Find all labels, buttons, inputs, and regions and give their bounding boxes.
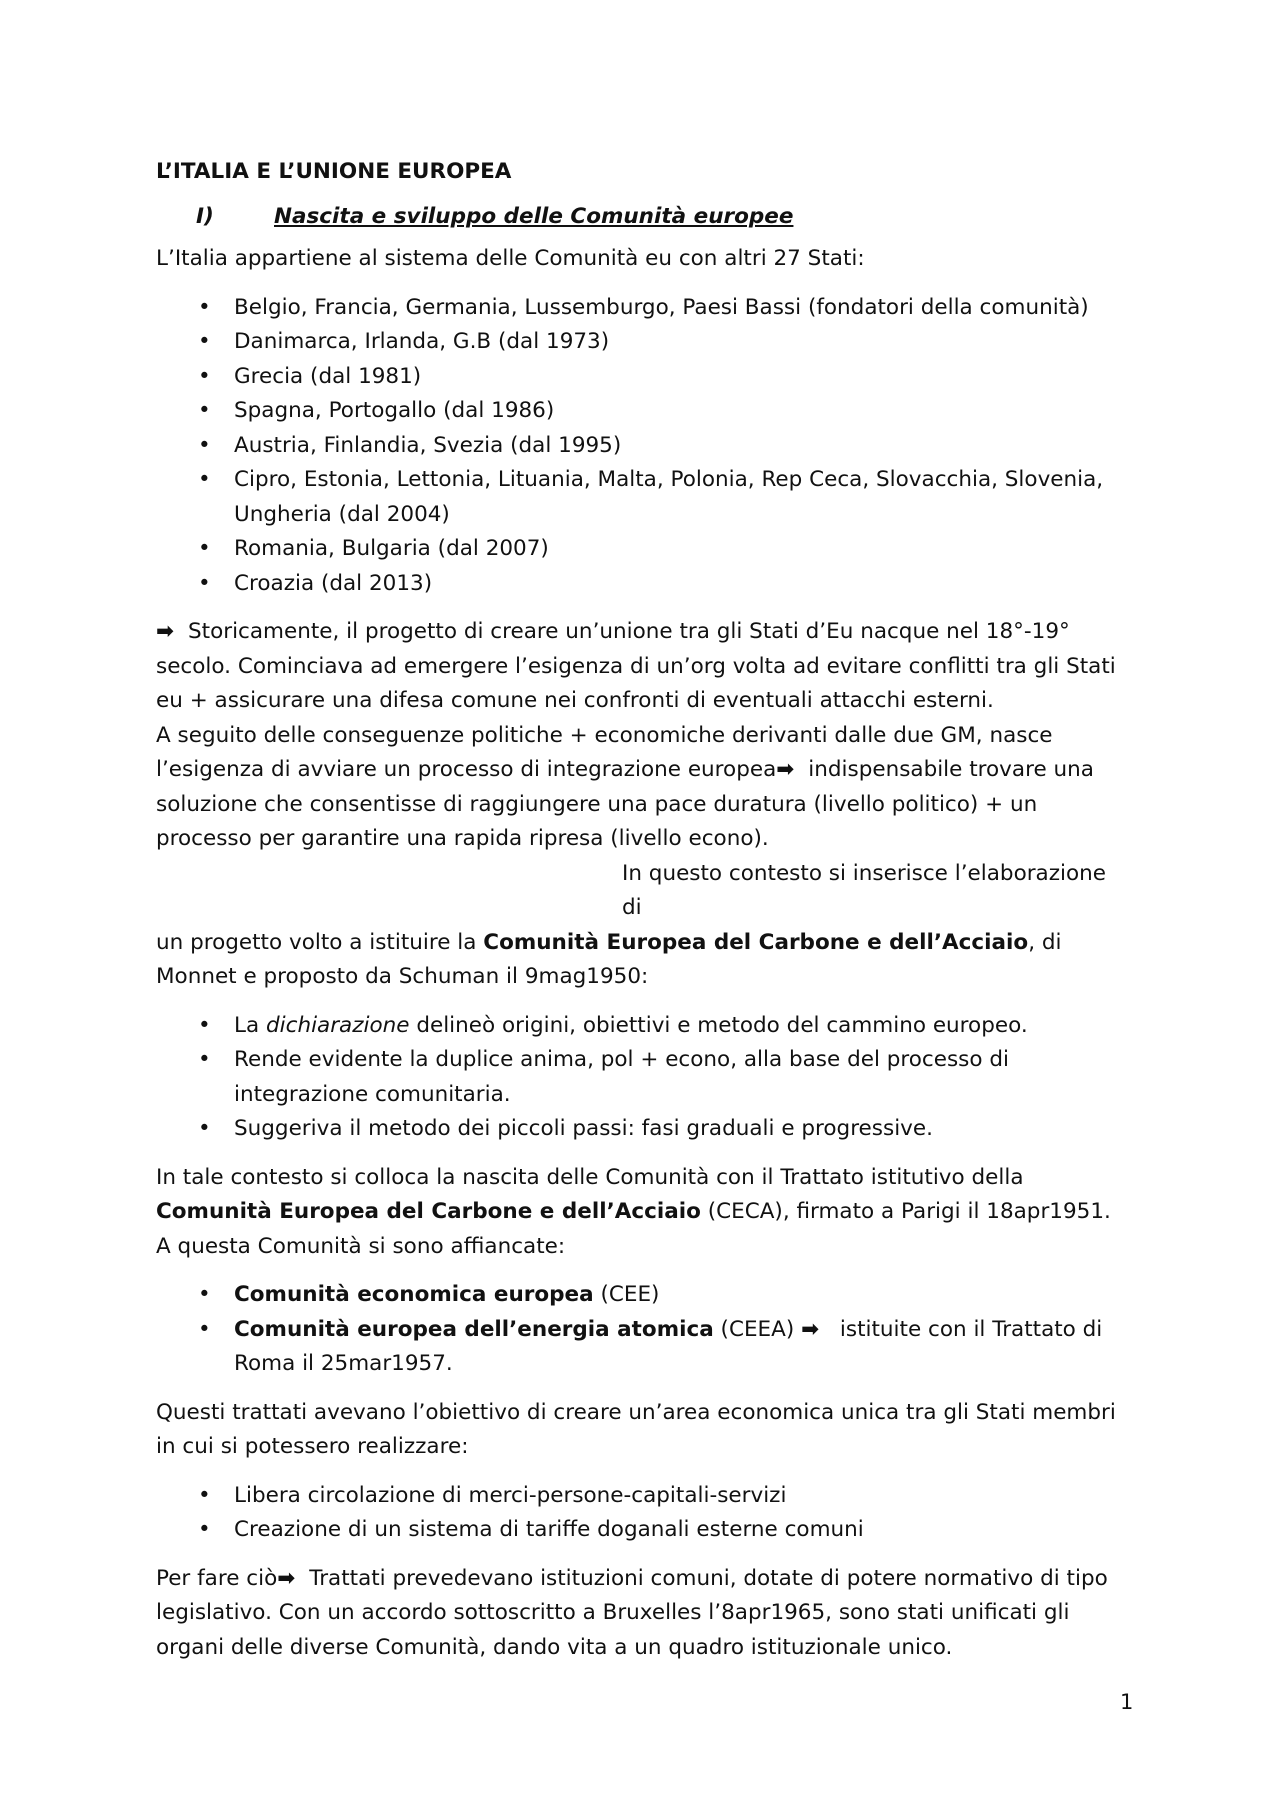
list-item [156,1043,1132,1112]
bullet-icon: • [198,1316,211,1342]
community-cee-name: Comunità economica europea [234,1282,594,1307]
history-text-f: , di Monnet e proposto da Schuman il 9mag1950: [156,929,1062,989]
decl-item2: Rende evidente la duplice anima, pol + econo, alla base del processo di integrazione comunitaria. [234,1047,1009,1107]
list-item [156,325,1132,360]
list-item [156,1313,1132,1382]
bullet-icon: • [198,329,211,354]
list-item [156,291,1132,326]
list-item-text: Croazia (dal 2013) [234,570,433,596]
bullet-icon: • [198,1517,211,1542]
list-item [156,1513,1132,1548]
arrow-right-icon: ➡ [277,1565,296,1591]
bullet-icon: • [198,1047,211,1072]
list-item [156,532,1132,567]
bullet-icon: • [198,432,211,458]
institutions-text-b: Trattati prevedevano istituzioni comuni, dotate di potere normativo di tipo legislativo. Con un accordo sottoscritto a Bruxelles l’8apr1965, sono stati unificati gli organi delle diverse Comunità, dando vita a un quadro istituzionale unico. [156,1565,1108,1660]
history-text-b: A seguito delle conseguenze politiche + economiche derivanti dalle due GM, nasce l’esigenza di avviare un processo di integrazione europea [156,722,1053,782]
bullet-icon: • [198,1282,211,1307]
list-item-text: Austria, Finlandia, Svezia (dal 1995) [234,432,622,458]
list-item [156,1479,1132,1514]
institutions-text-a: Per fare ciò [156,1565,278,1591]
goals-list [156,1479,1132,1548]
section-title: Nascita e sviluppo delle Comunità europee [274,203,794,229]
decl-item1-italic: dichiarazione [266,1012,410,1038]
document-title: L’ITALIA E L’UNIONE EUROPEA [156,159,512,184]
bullet-icon: • [198,467,211,492]
communities-list [156,1278,1132,1382]
list-item-text: Creazione di un sistema di tariffe doganali esterne comuni [234,1517,864,1542]
list-item-text: Spagna, Portogallo (dal 1986) [234,398,555,423]
ceca-paragraph [156,1161,1132,1265]
treaties-paragraph: Questi trattati avevano l’obiettivo di creare un’area economica unica tra gli Stati membri in cui si potessero realizzare: [156,1399,1116,1459]
list-item-text: Grecia (dal 1981) [234,363,422,389]
list-item [156,1009,1132,1044]
declaration-list [156,1009,1132,1147]
list-item-text: Cipro, Estonia, Lettonia, Lituania, Malta, Polonia, Rep Ceca, Slovacchia, Slovenia, Ungheria (dal 2004) [234,467,1104,527]
list-item [156,567,1132,602]
decl-item3: Suggeriva il metodo dei piccoli passi: fasi graduali e progressive. [234,1116,933,1141]
bullet-icon: • [198,1482,211,1508]
history-text-d: In questo contesto si inserisce l’elaborazione di [622,860,1107,920]
ceca-text-bold: Comunità Europea del Carbone e dell’Acciaio [156,1199,701,1224]
member-states-list [156,291,1132,602]
list-item-text: Libera circolazione di merci-persone-capitali-servizi [234,1482,787,1508]
page-number: 1 [1120,1690,1134,1714]
section-number: I) [196,203,214,229]
history-text-a: Storicamente, il progetto di creare un’unione tra gli Stati d’Eu nacque nel 18°-19° secolo. Cominciava ad emergere l’esigenza di un’org volta ad evitare conflitti tra gli Stati eu + assicurare una difesa comune nei confronti di eventuali attacchi esterni. [156,619,1116,713]
list-item [156,1278,1132,1313]
arrow-right-icon: ➡ [156,619,175,644]
ceca-text-c: A questa Comunità si sono affiancate: [156,1233,566,1259]
list-item [156,360,1132,395]
decl-item1-pre: La [234,1012,266,1038]
list-item [156,394,1132,429]
community-ceea-name: Comunità europea dell’energia atomica [234,1316,714,1342]
history-paragraph [156,615,1132,995]
community-ceea-tail: istituite con il Trattato di Roma il 25mar1957. [234,1316,1103,1376]
bullet-icon: • [198,1012,211,1038]
bullet-icon: • [198,1116,211,1141]
history-text-e: un progetto volto a istituire la [156,929,477,955]
institutions-paragraph [156,1562,1132,1666]
list-item-text: Danimarca, Irlanda, G.B (dal 1973) [234,329,610,354]
list-item [156,1112,1132,1147]
list-item [156,463,1132,532]
bullet-icon: • [198,398,211,423]
community-ceea-abbr: (CEEA) [713,1316,795,1342]
decl-item1-post: delineò origini, obiettivi e metodo del cammino europeo. [409,1012,1028,1038]
intro-paragraph: L’Italia appartiene al sistema delle Comunità eu con altri 27 Stati: [156,246,865,271]
section-heading [156,200,1132,235]
arrow-right-icon: ➡ [776,757,795,782]
bullet-icon: • [198,294,211,320]
ceca-text-a: In tale contesto si colloca la nascita delle Comunità con il Trattato istitutivo della [156,1164,1024,1190]
history-text-e-bold: Comunità Europea del Carbone e dell’Acciaio [483,929,1029,955]
list-item [156,429,1132,464]
list-item-text: Romania, Bulgaria (dal 2007) [234,536,549,561]
bullet-icon: • [198,536,211,561]
list-item-text: Belgio, Francia, Germania, Lussemburgo, Paesi Bassi (fondatori della comunità) [234,294,1089,320]
bullet-icon: • [198,363,211,389]
arrow-right-icon: ➡ [801,1316,820,1342]
bullet-icon: • [198,570,211,596]
community-cee-abbr: (CEE) [593,1282,660,1307]
ceca-text-b: (CECA), firmato a Parigi il 18apr1951. [700,1199,1111,1224]
page-content [156,155,1132,1679]
history-text-c: indispensabile trovare una soluzione che consentisse di raggiungere una pace duratura (livello politico) + un processo per garantire una rapida ripresa (livello econo). [156,757,1094,851]
